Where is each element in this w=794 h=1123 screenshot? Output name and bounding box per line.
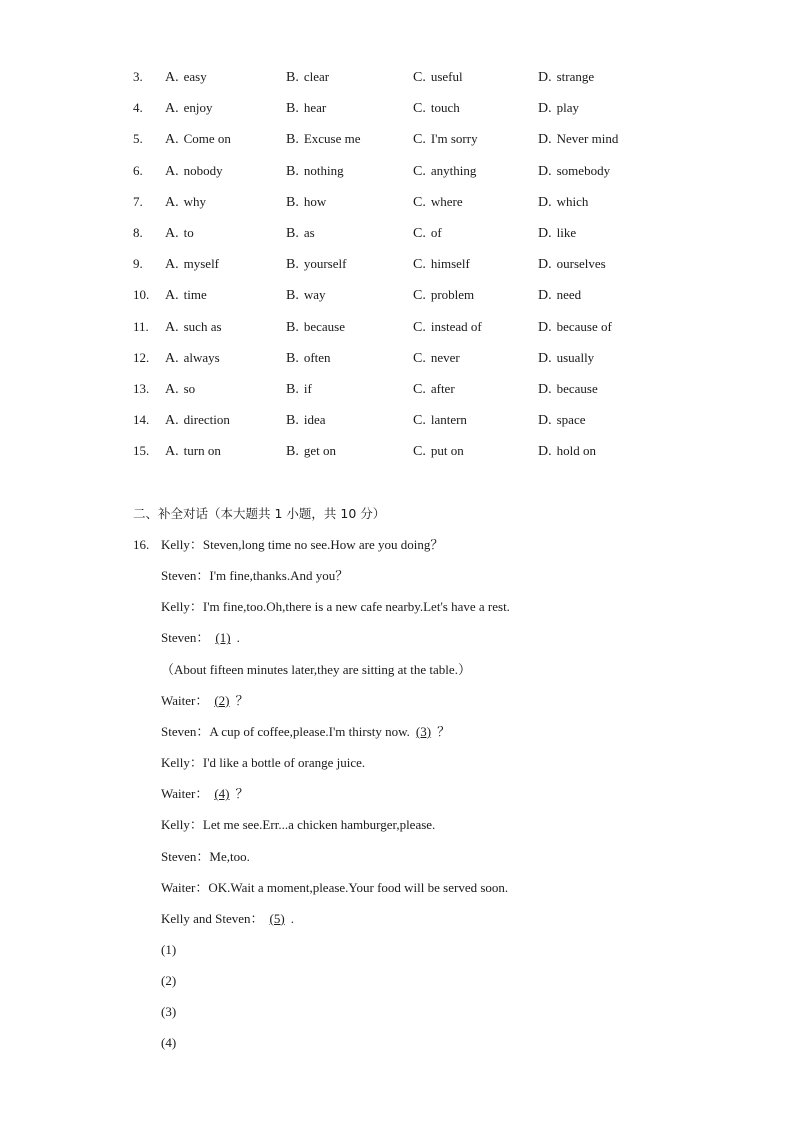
dialogue-text: Kelly：Let me see.Err...a chicken hamburger,please. xyxy=(161,817,436,833)
dialogue-line xyxy=(161,848,250,866)
dialogue-text: Kelly：I'd like a bottle of orange juice. xyxy=(161,755,366,771)
option xyxy=(538,68,594,87)
dialogue-line xyxy=(161,567,348,585)
option-text: enjoy xyxy=(183,100,213,116)
option-letter: D. xyxy=(538,319,552,335)
option xyxy=(413,349,460,368)
option-letter: C. xyxy=(413,163,426,179)
option-text: Never mind xyxy=(556,131,619,147)
dialogue-line xyxy=(161,1003,176,1021)
option-text: idea xyxy=(303,412,326,428)
dialogue-line xyxy=(161,1034,176,1052)
option-text: always xyxy=(183,349,220,365)
dialogue-line xyxy=(161,785,249,803)
option xyxy=(286,411,326,430)
question-number: 15. xyxy=(133,443,150,459)
dialogue-text: (3) xyxy=(161,1004,177,1020)
option-text: get on xyxy=(303,443,336,459)
dialogue-text: ？ xyxy=(235,786,249,802)
option-letter: D. xyxy=(538,413,552,429)
dialogue-text: Steven： xyxy=(161,630,210,646)
option-text: turn on xyxy=(183,443,221,459)
option xyxy=(538,349,594,368)
option xyxy=(165,68,207,87)
option-text: need xyxy=(556,287,582,303)
option-letter: A. xyxy=(165,226,179,241)
option-text: because xyxy=(303,318,345,334)
option xyxy=(538,286,581,305)
option xyxy=(165,130,231,149)
option-text: somebody xyxy=(556,162,611,178)
option-text: lantern xyxy=(430,412,467,428)
option xyxy=(165,224,194,243)
option-text: usually xyxy=(556,349,595,365)
option-text: often xyxy=(303,349,331,365)
option xyxy=(538,99,579,118)
option xyxy=(165,99,213,118)
question-number: 11. xyxy=(133,318,149,334)
dialogue-line xyxy=(161,879,508,897)
dialogue-text: Kelly：I'm fine,too.Oh,there is a new cafe nearby.Let's have a rest. xyxy=(161,599,510,615)
option xyxy=(413,255,470,274)
question-number: 16. xyxy=(133,537,150,552)
option-letter: D. xyxy=(538,350,552,366)
option-text: nothing xyxy=(303,162,344,178)
dialogue-text: Waiter： xyxy=(161,786,209,802)
option-letter: A. xyxy=(165,163,179,179)
option-letter: A. xyxy=(165,257,179,273)
option xyxy=(165,193,206,212)
option-text: so xyxy=(183,381,196,396)
option-letter: D. xyxy=(538,163,552,179)
option-text: hear xyxy=(303,100,327,116)
option xyxy=(286,255,346,274)
option-text: easy xyxy=(183,69,207,84)
question-number: 6. xyxy=(133,162,143,178)
dialogue-line xyxy=(161,910,294,928)
option-letter: A. xyxy=(165,413,179,429)
option-letter: A. xyxy=(165,288,179,304)
option xyxy=(286,193,326,212)
dialogue-text: Steven：A cup of coffee,please.I'm thirsty now. xyxy=(161,723,410,739)
option-letter: C. xyxy=(413,288,426,304)
dialogue-line xyxy=(161,941,176,959)
question-number: 7. xyxy=(133,193,143,209)
option-letter: A. xyxy=(165,70,179,85)
option xyxy=(538,130,618,149)
option-text: Excuse me xyxy=(303,131,361,147)
answer-blank[interactable]: (4) xyxy=(214,786,230,802)
option-letter: B. xyxy=(286,319,299,335)
dialogue-text: Steven：I'm fine,thanks.And you？ xyxy=(161,568,349,584)
option xyxy=(286,162,344,181)
option-letter: A. xyxy=(165,132,179,148)
option-letter: A. xyxy=(165,319,179,335)
option-text: himself xyxy=(430,256,470,272)
question-number: 14. xyxy=(133,412,150,428)
option-letter: A. xyxy=(165,350,179,366)
option xyxy=(413,318,482,337)
dialogue-text: (1) xyxy=(161,941,177,957)
option-text: because xyxy=(556,381,598,396)
answer-blank[interactable]: (1) xyxy=(215,630,231,646)
dialogue-text: Waiter：OK.Wait a moment,please.Your food will be served soon. xyxy=(161,879,509,895)
option-text: how xyxy=(303,193,327,209)
option xyxy=(165,318,222,337)
option-letter: B. xyxy=(286,163,299,179)
dialogue-text: (4) xyxy=(161,1035,177,1051)
option-text: clear xyxy=(303,69,330,84)
option-text: anything xyxy=(430,162,477,178)
option-text: after xyxy=(430,381,455,396)
dialogue-text: Kelly and Steven： xyxy=(161,910,264,926)
option-letter: C. xyxy=(413,350,426,366)
answer-blank[interactable]: (3) xyxy=(415,723,432,739)
option xyxy=(413,411,467,430)
option-text: where xyxy=(430,193,463,209)
option-letter: C. xyxy=(413,70,426,85)
option-text: way xyxy=(303,287,326,303)
option xyxy=(413,193,463,212)
option-letter: A. xyxy=(165,444,179,460)
option-text: touch xyxy=(430,100,460,116)
dialogue-line xyxy=(161,598,510,616)
question-number: 9. xyxy=(133,256,143,272)
option-letter: C. xyxy=(413,194,426,210)
option xyxy=(165,349,220,368)
question-number: 3. xyxy=(133,69,143,84)
option-letter: D. xyxy=(538,288,552,304)
option-text: play xyxy=(556,100,580,116)
option xyxy=(538,318,612,337)
option-text: time xyxy=(183,287,207,303)
option xyxy=(413,99,460,118)
dialogue-text: ？ xyxy=(437,723,451,739)
option-text: if xyxy=(303,381,312,396)
option xyxy=(286,349,331,368)
option-text: put on xyxy=(430,443,464,459)
option-text: why xyxy=(183,193,207,209)
option-letter: C. xyxy=(413,319,426,335)
option-text: myself xyxy=(183,256,220,272)
option xyxy=(538,224,576,243)
dialogue-text: . xyxy=(290,910,294,926)
option-text: I'm sorry xyxy=(430,131,478,147)
option-letter: C. xyxy=(413,226,426,241)
option xyxy=(286,224,315,243)
option-letter: C. xyxy=(413,101,426,117)
answer-blank[interactable]: (5) xyxy=(269,910,285,926)
question-number: 12. xyxy=(133,349,150,365)
option xyxy=(286,68,329,87)
option-text: hold on xyxy=(556,443,596,459)
option-letter: D. xyxy=(538,101,552,117)
option-text: strange xyxy=(556,69,595,84)
option-letter: A. xyxy=(165,194,179,210)
option-letter: B. xyxy=(286,70,299,85)
option xyxy=(538,193,588,212)
option xyxy=(538,442,596,461)
option xyxy=(538,162,610,181)
dialogue-text: ？ xyxy=(235,692,249,708)
dialogue-line xyxy=(161,972,176,990)
option xyxy=(165,162,223,181)
option-letter: C. xyxy=(413,382,426,397)
option-letter: B. xyxy=(286,132,299,148)
option xyxy=(413,130,478,149)
option-text: ourselves xyxy=(556,256,606,272)
option-letter: B. xyxy=(286,413,299,429)
option-letter: D. xyxy=(538,382,552,397)
option xyxy=(413,380,455,399)
option-text: space xyxy=(556,412,586,428)
option-letter: C. xyxy=(413,444,426,460)
option-letter: C. xyxy=(413,132,426,148)
option-text: such as xyxy=(183,318,222,334)
dialogue-line xyxy=(161,754,365,772)
option-text: because of xyxy=(556,318,612,334)
option-letter: D. xyxy=(538,194,552,210)
option-text: Come on xyxy=(183,131,231,147)
option-text: instead of xyxy=(430,318,482,334)
option-text: to xyxy=(183,225,194,240)
dialogue-text: . xyxy=(236,630,240,646)
option xyxy=(165,380,195,399)
dialogue-text: Steven：Me,too. xyxy=(161,848,250,864)
section-title: 二、补全对话（本大题共 1 小题，共 10 分） xyxy=(133,506,386,521)
option xyxy=(165,411,230,430)
option-letter: B. xyxy=(286,257,299,273)
option xyxy=(413,442,464,461)
option-text: nobody xyxy=(183,162,223,178)
option xyxy=(286,99,326,118)
option-letter: A. xyxy=(165,101,179,117)
dialogue-text: Waiter： xyxy=(161,692,209,708)
option-letter: D. xyxy=(538,257,552,273)
dialogue-line xyxy=(161,536,443,554)
option-letter: D. xyxy=(538,70,552,85)
option-text: like xyxy=(556,225,577,240)
option xyxy=(286,380,312,399)
question-number: 5. xyxy=(133,131,143,147)
option xyxy=(165,442,221,461)
option-letter: D. xyxy=(538,226,552,241)
option xyxy=(413,286,474,305)
option-letter: B. xyxy=(286,444,299,460)
option xyxy=(286,318,345,337)
option xyxy=(286,130,361,149)
option-letter: C. xyxy=(413,257,426,273)
dialogue-line xyxy=(161,629,240,647)
dialogue-line xyxy=(161,816,435,834)
option-text: of xyxy=(430,225,442,240)
answer-blank[interactable]: (2) xyxy=(214,692,230,708)
option xyxy=(538,255,606,274)
option-text: yourself xyxy=(303,256,347,272)
option-text: problem xyxy=(430,287,475,303)
option xyxy=(538,380,598,399)
dialogue-text: (2) xyxy=(161,973,177,989)
option xyxy=(413,162,476,181)
option xyxy=(165,255,219,274)
option xyxy=(413,224,442,243)
option-letter: B. xyxy=(286,350,299,366)
dialogue-line xyxy=(161,723,450,741)
option-letter: A. xyxy=(165,382,179,397)
option xyxy=(286,286,326,305)
option-letter: D. xyxy=(538,444,552,460)
option-text: useful xyxy=(430,69,463,84)
option-letter: B. xyxy=(286,226,299,241)
question-number: 4. xyxy=(133,100,143,116)
option xyxy=(165,286,207,305)
dialogue-text: Kelly：Steven,long time no see.How are you doing？ xyxy=(161,537,444,552)
option xyxy=(413,68,463,87)
option-letter: D. xyxy=(538,132,552,148)
option-text: never xyxy=(430,349,460,365)
dialogue-line xyxy=(161,661,471,679)
question-number: 10. xyxy=(133,287,150,303)
option-letter: C. xyxy=(413,413,426,429)
option xyxy=(538,411,586,430)
question-number: 13. xyxy=(133,381,150,396)
option-letter: B. xyxy=(286,382,299,397)
dialogue-text: （About fifteen minutes later,they are sitting at the table.） xyxy=(161,661,471,677)
option-text: direction xyxy=(183,412,230,428)
option-text: as xyxy=(303,225,315,240)
option-letter: B. xyxy=(286,288,299,304)
option-letter: B. xyxy=(286,194,299,210)
question-number: 8. xyxy=(133,225,143,240)
dialogue-line xyxy=(161,692,249,710)
option xyxy=(286,442,336,461)
option-letter: B. xyxy=(286,101,299,117)
option-text: which xyxy=(556,193,589,209)
